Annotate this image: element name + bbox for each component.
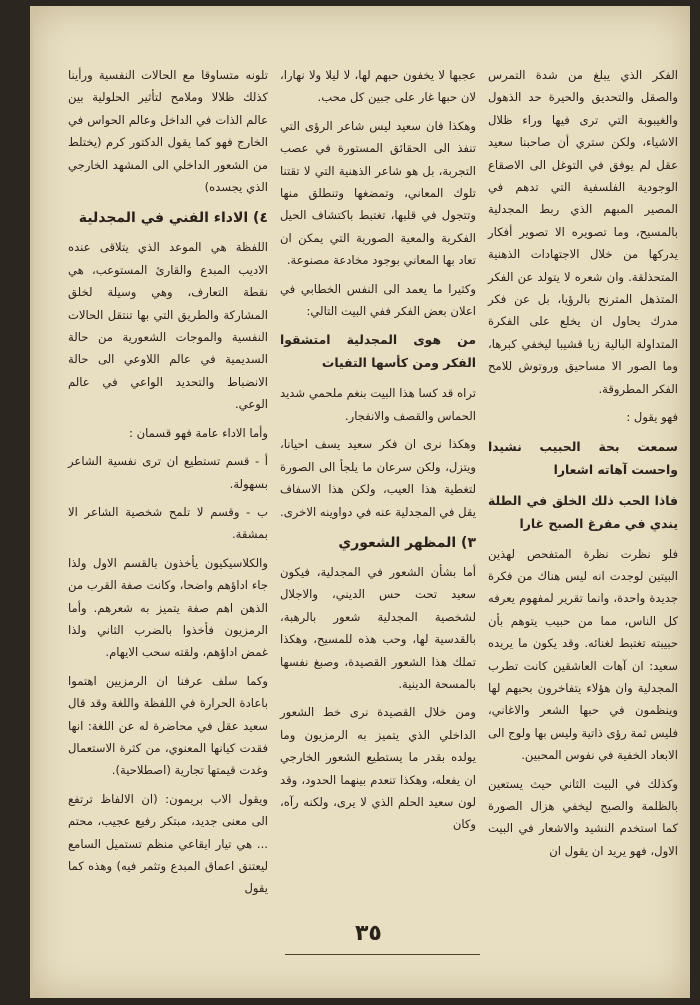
left-paragraph: ويقول الاب بريمون: (ان الالفاظ ترتفع الى معنى جديد، مبتكر رفيع عجيب، محتم ... هي تيار ايقاعي منظم تستميل السامع ليعتنق اعماق المبدع وتثمر فيه) وهذه كما يقول <box>68 791 268 896</box>
left-paragraph: والكلاسيكيون يأخذون بالقسم الاول ولذا جاء اداؤهم واضحا، وكانت صفة القرب من الذهن اهم صفة يتميز به شعرهم. وأما الرمزيون فأخذوا بالضرب الثاني ولذا غمض اداؤهم، ولقته سحب الايهام. <box>68 555 268 660</box>
right-paragraph: فهو يقول : <box>626 410 678 425</box>
right-paragraph: الفكر الذي يبلغ من شدة التمرس والصقل والتحديق والحيرة حد الذهول والغيبوبة التي ترى فيها وراء ظلال الاشياء، ولكن ستري أن صاحبنا سعيد عقل لم يوفق في التوغل الى الاصقاع الوجودية الفلسفية التي تدهم في المصير المبهم الذي ربط المجدلية بالمسيح، وما تصويره الا تصوير أفكار يدركها من خلال الاجتهادات الذهنية المتحذلقة. وان شعره لا يتولد عن الفكر المتذهل المترنح بالرؤيا، بل عن فكر مدرك يحاول ان يخلع على الفكرة المتداولة البالية زيا قشيبا ليخفي كبرها، وما الصور الا مساحيق وروتوش للامح الفكر المطروقة. <box>488 68 678 396</box>
left-paragraph: اللفظة هي الموعد الذي يتلاقى عنده الاديب المبدع والقارئ المستوعب، هي نقطة التعارف، وهي وسيلة لخلق المشاركة والطريق التي بها تنتقل الحالات النفسية والموجات الشعورية من حالة السديمية في عالم اللاوعي الى حالة الانضباط والتحديد الواعي في عالم الوعي. <box>68 240 268 412</box>
left-paragraph: وأما الاداء عامة فهو قسمان : <box>129 425 268 440</box>
right-column <box>488 64 678 944</box>
middle-paragraph: تراه قد كسا هذا البيت بنغم ملحمي شديد الحماس والقصف والانفجار. <box>280 386 476 423</box>
left-paragraph: تلونه متساوقا مع الحالات النفسية ورأينا كذلك ظلالا وملامح لتأثير الحلولية بين عالم الذات في الداخل وعالم الحواس في الخارج فهو كما يقول الدكتور كرم (يختلط من الشعور الداخلي الى المشهد الخارجي الذي يجسده) <box>68 68 268 195</box>
middle-column <box>280 64 476 924</box>
right-paragraph: وكذلك في البيت الثاني حيث يستعين بالظلمة والصبح ليخفي هزال الصورة كما استخدم النشيد والاشعار في البيت الاول، فهو يريد ان يقول ان <box>488 776 678 858</box>
right-paragraph: فلو نظرت نظرة المتفحص لهذين البيتين لوجدت انه ليس هناك من فكرة جديدة واحدة، وانما تقرير لمفهوم يعرفه كل الناس، مما من حبيب يتوهم بأن حبيبته تغتبط لغنائه. وقد يكون ما يريده سعيد: ان آهات العاشقين كانت تطرب المجدلية وان هؤلاء يتفاخرون بحبهم لها وينظمون في حبها الشعر والاغاني، فليس ثمة رؤى ذاتية وليس بها ولوج الى الابعاد الخفية في نفوس المحبين. <box>488 546 678 763</box>
section-heading: ٣) المظهر الشعوري <box>338 534 476 551</box>
left-paragraph: ب - وقسم لا تلمح شخصية الشاعر الا بمشقة. <box>68 504 268 542</box>
verse-line: فاذا الحب ذلك الخلق في الطلة يندي في مفرغ الصبح غارا <box>488 492 678 531</box>
middle-paragraph: عجبها لا يخفون حبهم لها، لا ليلا ولا نهارا، لان حبها غار على جبين كل محب. <box>280 68 476 105</box>
left-column <box>68 64 268 896</box>
verse-line: سمعت بحة الحبيب نشيدا واحست آهاته اشعارا <box>488 438 678 477</box>
book-page <box>30 6 690 998</box>
left-paragraph: أ - قسم تستطيع ان ترى نفسية الشاعر بسهولة. <box>68 454 268 491</box>
middle-paragraph: وهكذا فان سعيد ليس شاعر الرؤى التي تنفذ الى الحقائق المستورة في عصب التجربة، بل هو شاعر الذهنية التي لا تقتنا تلوك المعاني، وتمضغها وتنطلق منها وتتجول في قلبها، تغتبط باكتشاف الحيل الفكرية والمعية الصورية التي يمكن ان تعاد بها المعاني بوجود مخادعة مصنوعة. <box>280 118 476 268</box>
page-number: ٣٥ <box>355 921 382 946</box>
section-heading: ٤) الاداء الفني في المجدلية <box>78 210 268 227</box>
middle-paragraph: وكثيرا ما يعمد الى النفس الخطابي في اعلان بعض الفكر ففي البيت التالي: <box>280 281 476 319</box>
middle-paragraph: أما بشأن الشعور في المجدلية، فيكون سعيد تحت حس الديني، والاجلال لشخصية المجدلية شعور بالرهبة، بالقدسية لها، وحب هذه للمسيح، وهكذا تملك هذا الشعور القصيدة، وصبغ نفسها بالمسحة الدينية. <box>280 564 476 691</box>
middle-paragraph: وهكذا نرى ان فكر سعيد يسف احيانا، ويتزل، ولكن سرعان ما يلجأ الى الصورة لتغطية هذا العيب، ولكن هذا الاسفاف يقل في المجدلية عنه في دواوينه الاخرى. <box>280 437 476 519</box>
middle-paragraph: ومن خلال القصيدة نرى خط الشعور الداخلي الذي يتميز به الرمزيون وما يولده بقدر ما يستطيع الشعور الخارجي ان يفعله، وهكذا تنعدم بينهما الحدود، وقد لون سعيد الحلم الذي لا يرى، ولكنه رآه، وكان <box>280 705 476 832</box>
verse-line: من هوى المجدلية امتشقوا الفكر ومن كأسها التفيات <box>280 332 476 371</box>
left-paragraph: وكما سلف عرفنا ان الرمزيين اهتموا باعادة الحرارة في اللفظة واللغة وقد قال سعيد عقل في محاضرة له عن اللغة: انها فقدت كيانها المعنوي، من كثرة الاستعمال وغدت قيمتها تجارية (اصطلاحية). <box>68 673 268 778</box>
page-number-rule <box>285 954 480 955</box>
